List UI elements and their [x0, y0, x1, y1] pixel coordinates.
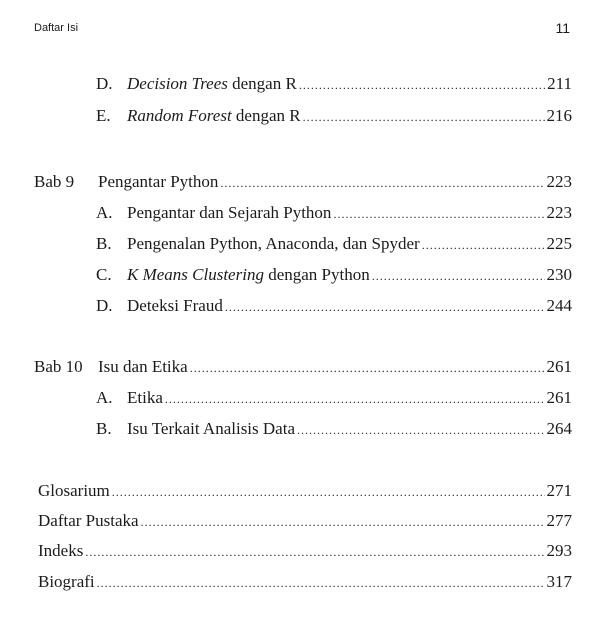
chapter-title: Isu dan Etika — [98, 357, 188, 376]
toc-back-matter — [38, 511, 572, 532]
toc-entry — [96, 265, 572, 286]
leader-dots — [333, 203, 544, 224]
running-head: Daftar Isi — [34, 22, 79, 34]
entry-page: 244 — [546, 296, 572, 315]
toc-entry — [96, 296, 572, 317]
leader-dots — [85, 541, 544, 562]
back-matter-title: Glosarium — [38, 481, 110, 500]
entry-page: 264 — [546, 419, 572, 438]
leader-dots — [190, 357, 545, 378]
toc-entry — [96, 74, 572, 95]
chapter-page: 261 — [546, 357, 572, 376]
entry-title: Pengantar dan Sejarah Python — [127, 203, 332, 222]
leader-dots — [299, 74, 545, 95]
toc-chapter — [34, 357, 572, 378]
entry-letter: D. — [96, 296, 113, 315]
entry-title-italic: Random Forest — [127, 106, 232, 125]
toc-entry — [96, 388, 572, 409]
entry-letter: B. — [96, 419, 112, 438]
entry-title-italic: Decision Trees — [127, 74, 228, 93]
entry-title: Etika — [127, 388, 163, 407]
back-matter-page: 317 — [546, 572, 572, 591]
entry-page: 225 — [546, 234, 572, 253]
entry-title: Deteksi Fraud — [127, 296, 223, 315]
chapter-page: 223 — [546, 172, 572, 191]
entry-letter: D. — [96, 74, 113, 93]
entry-letter: C. — [96, 265, 112, 284]
toc-entry — [96, 106, 572, 127]
toc-back-matter — [38, 541, 572, 562]
entry-page: 261 — [546, 388, 572, 407]
toc-chapter — [34, 172, 572, 193]
entry-letter: A. — [96, 388, 113, 407]
toc-entry — [96, 203, 572, 224]
entry-title: Decision Trees dengan R — [127, 74, 297, 93]
leader-dots — [97, 572, 545, 593]
toc-entry — [96, 419, 572, 440]
leader-dots — [112, 481, 545, 502]
leader-dots — [303, 106, 545, 127]
leader-dots — [297, 419, 545, 440]
back-matter-page: 271 — [546, 481, 572, 500]
toc-entry — [96, 234, 572, 255]
toc-back-matter — [38, 572, 572, 593]
leader-dots — [225, 296, 545, 317]
back-matter-title: Daftar Pustaka — [38, 511, 139, 530]
entry-page: 230 — [546, 265, 572, 284]
entry-title: Pengenalan Python, Anaconda, dan Spyder — [127, 234, 420, 253]
back-matter-title: Indeks — [38, 541, 84, 560]
leader-dots — [220, 172, 544, 193]
entry-page: 216 — [546, 106, 572, 125]
page-header — [34, 20, 570, 38]
entry-letter: B. — [96, 234, 112, 253]
chapter-label: Bab 10 — [34, 357, 83, 376]
chapter-label: Bab 9 — [34, 172, 75, 191]
entry-letter: E. — [96, 106, 111, 125]
leader-dots — [422, 234, 545, 255]
entry-title-italic: K Means Clustering — [127, 265, 264, 284]
back-matter-page: 293 — [546, 541, 572, 560]
back-matter-page: 277 — [546, 511, 572, 530]
leader-dots — [165, 388, 545, 409]
leader-dots — [141, 511, 545, 532]
entry-title: Random Forest dengan R — [127, 106, 301, 125]
entry-letter: A. — [96, 203, 113, 222]
toc-back-matter — [38, 481, 572, 502]
chapter-title: Pengantar Python — [98, 172, 219, 191]
back-matter-title: Biografi — [38, 572, 95, 591]
page-number: 11 — [555, 20, 570, 36]
leader-dots — [372, 265, 545, 286]
entry-page: 211 — [547, 74, 572, 93]
entry-title: K Means Clustering dengan Python — [127, 265, 370, 284]
entry-title: Isu Terkait Analisis Data — [127, 419, 295, 438]
entry-page: 223 — [546, 203, 572, 222]
